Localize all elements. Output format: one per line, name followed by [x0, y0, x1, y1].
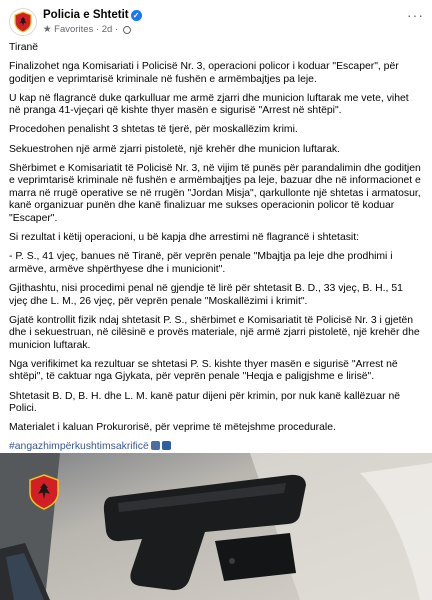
page-avatar[interactable] — [9, 8, 37, 36]
paragraph: Materialet i kaluan Prokurorisë, për veprime të mëtejshme procedurale. — [9, 422, 336, 434]
post-header — [0, 0, 432, 38]
police-logo-icon — [12, 11, 34, 33]
post-text — [9, 42, 423, 492]
paragraph: Shërbimet e Komisariatit të Policisë Nr. 3, në vijim të punës për parandalimin dhe goditjen e veprimtarisë kriminale në fushën e armëmbajtjes pa leje, bazuar dhe në informacionet e marra në rrugë operative se në rrugën "Jordan Misja", qarkullonte një shtetas i armatosur, kanë organizuar punën dhe kanë finalizuar me sukses operacionin policor të koduar "Escaper". — [9, 162, 421, 225]
favorites-label[interactable]: Favorites — [54, 24, 94, 35]
post-photo[interactable] — [0, 453, 432, 600]
paragraph: Procedohen penalisht 3 shtetas të tjerë, për moskallëzim krimi. — [9, 124, 298, 136]
hashtag-link[interactable]: #angazhimpërkushtimsakrificë — [9, 441, 149, 453]
paragraph: Gjithashtu, nisi procedimi penal në gjendje të lirë për shtetasit B. D., 33 vjeç, B. H., 51 vjeç dhe L. M., 26 vjeç, për veprën penale "Moskallëzimi i krimit". — [9, 282, 403, 307]
page-name-row — [43, 9, 142, 21]
post-time[interactable]: 2d — [101, 24, 113, 35]
verified-badge-icon: ✓ — [131, 10, 142, 21]
page-name[interactable]: Policia e Shtetit — [43, 9, 129, 21]
paragraph: Si rezultat i këtij operacioni, u bë kapja dhe arrestimi në flagrancë i shtetasit: — [9, 232, 359, 244]
paragraph: Tiranë — [9, 42, 39, 53]
post-meta: ★ Favorites · 2d · — [43, 24, 131, 35]
globe-icon — [123, 26, 131, 34]
paragraph: Sekuestrohen një armë zjarri pistoletë, një krehër dhe municion luftarak. — [9, 143, 340, 155]
paragraph: Finalizohet nga Komisariati i Policisë Nr. 3, operacioni policor i koduar "Escaper", për goditjen e veprimtarisë kriminale në fushën e armëmbajtjes pa leje. — [9, 61, 399, 85]
paragraph: - P. S., 41 vjeç, banues në Tiranë, për veprën penale "Mbajtja pa leje dhe prodhimi i armëve, armëve shpërthyese dhe i municionit". — [9, 251, 393, 275]
paragraph: Nga verifikimet ka rezultuar se shtetasi P. S. kishte thyer masën e sigurisë "Arrest në shtëpi", të caktuar nga Gjykata, për veprën penale "Heqja e paligjshme e lirisë". — [9, 358, 398, 383]
paragraph: Gjatë kontrollit fizik ndaj shtetasit P. S., shërbimet e Komisariatit të Policisë Nr. 3 i gjetën dhe i sekuestruan, në cilësinë e provës materiale, një armë zjarri pistoletë, një krehër dhe municion luftarak. — [9, 314, 420, 351]
police-officer-emoji-icon — [151, 441, 160, 450]
police-car-emoji-icon — [162, 441, 171, 450]
seized-pistol-photo — [0, 453, 432, 600]
paragraph: Shtetasit B. D, B. H. dhe L. M. kanë patur dijeni për krimin, por nuk kanë kallëzuar në Polici. — [9, 390, 400, 415]
paragraph: U kap në flagrancë duke qarkulluar me armë zjarri dhe municion luftarak me vete, vihet në pranga 41-vjeçari që kishte thyer masën e sigurisë "Arrest në shtëpi". — [9, 92, 409, 117]
more-options-icon[interactable]: ··· — [407, 7, 424, 23]
star-icon: ★ — [43, 24, 52, 35]
